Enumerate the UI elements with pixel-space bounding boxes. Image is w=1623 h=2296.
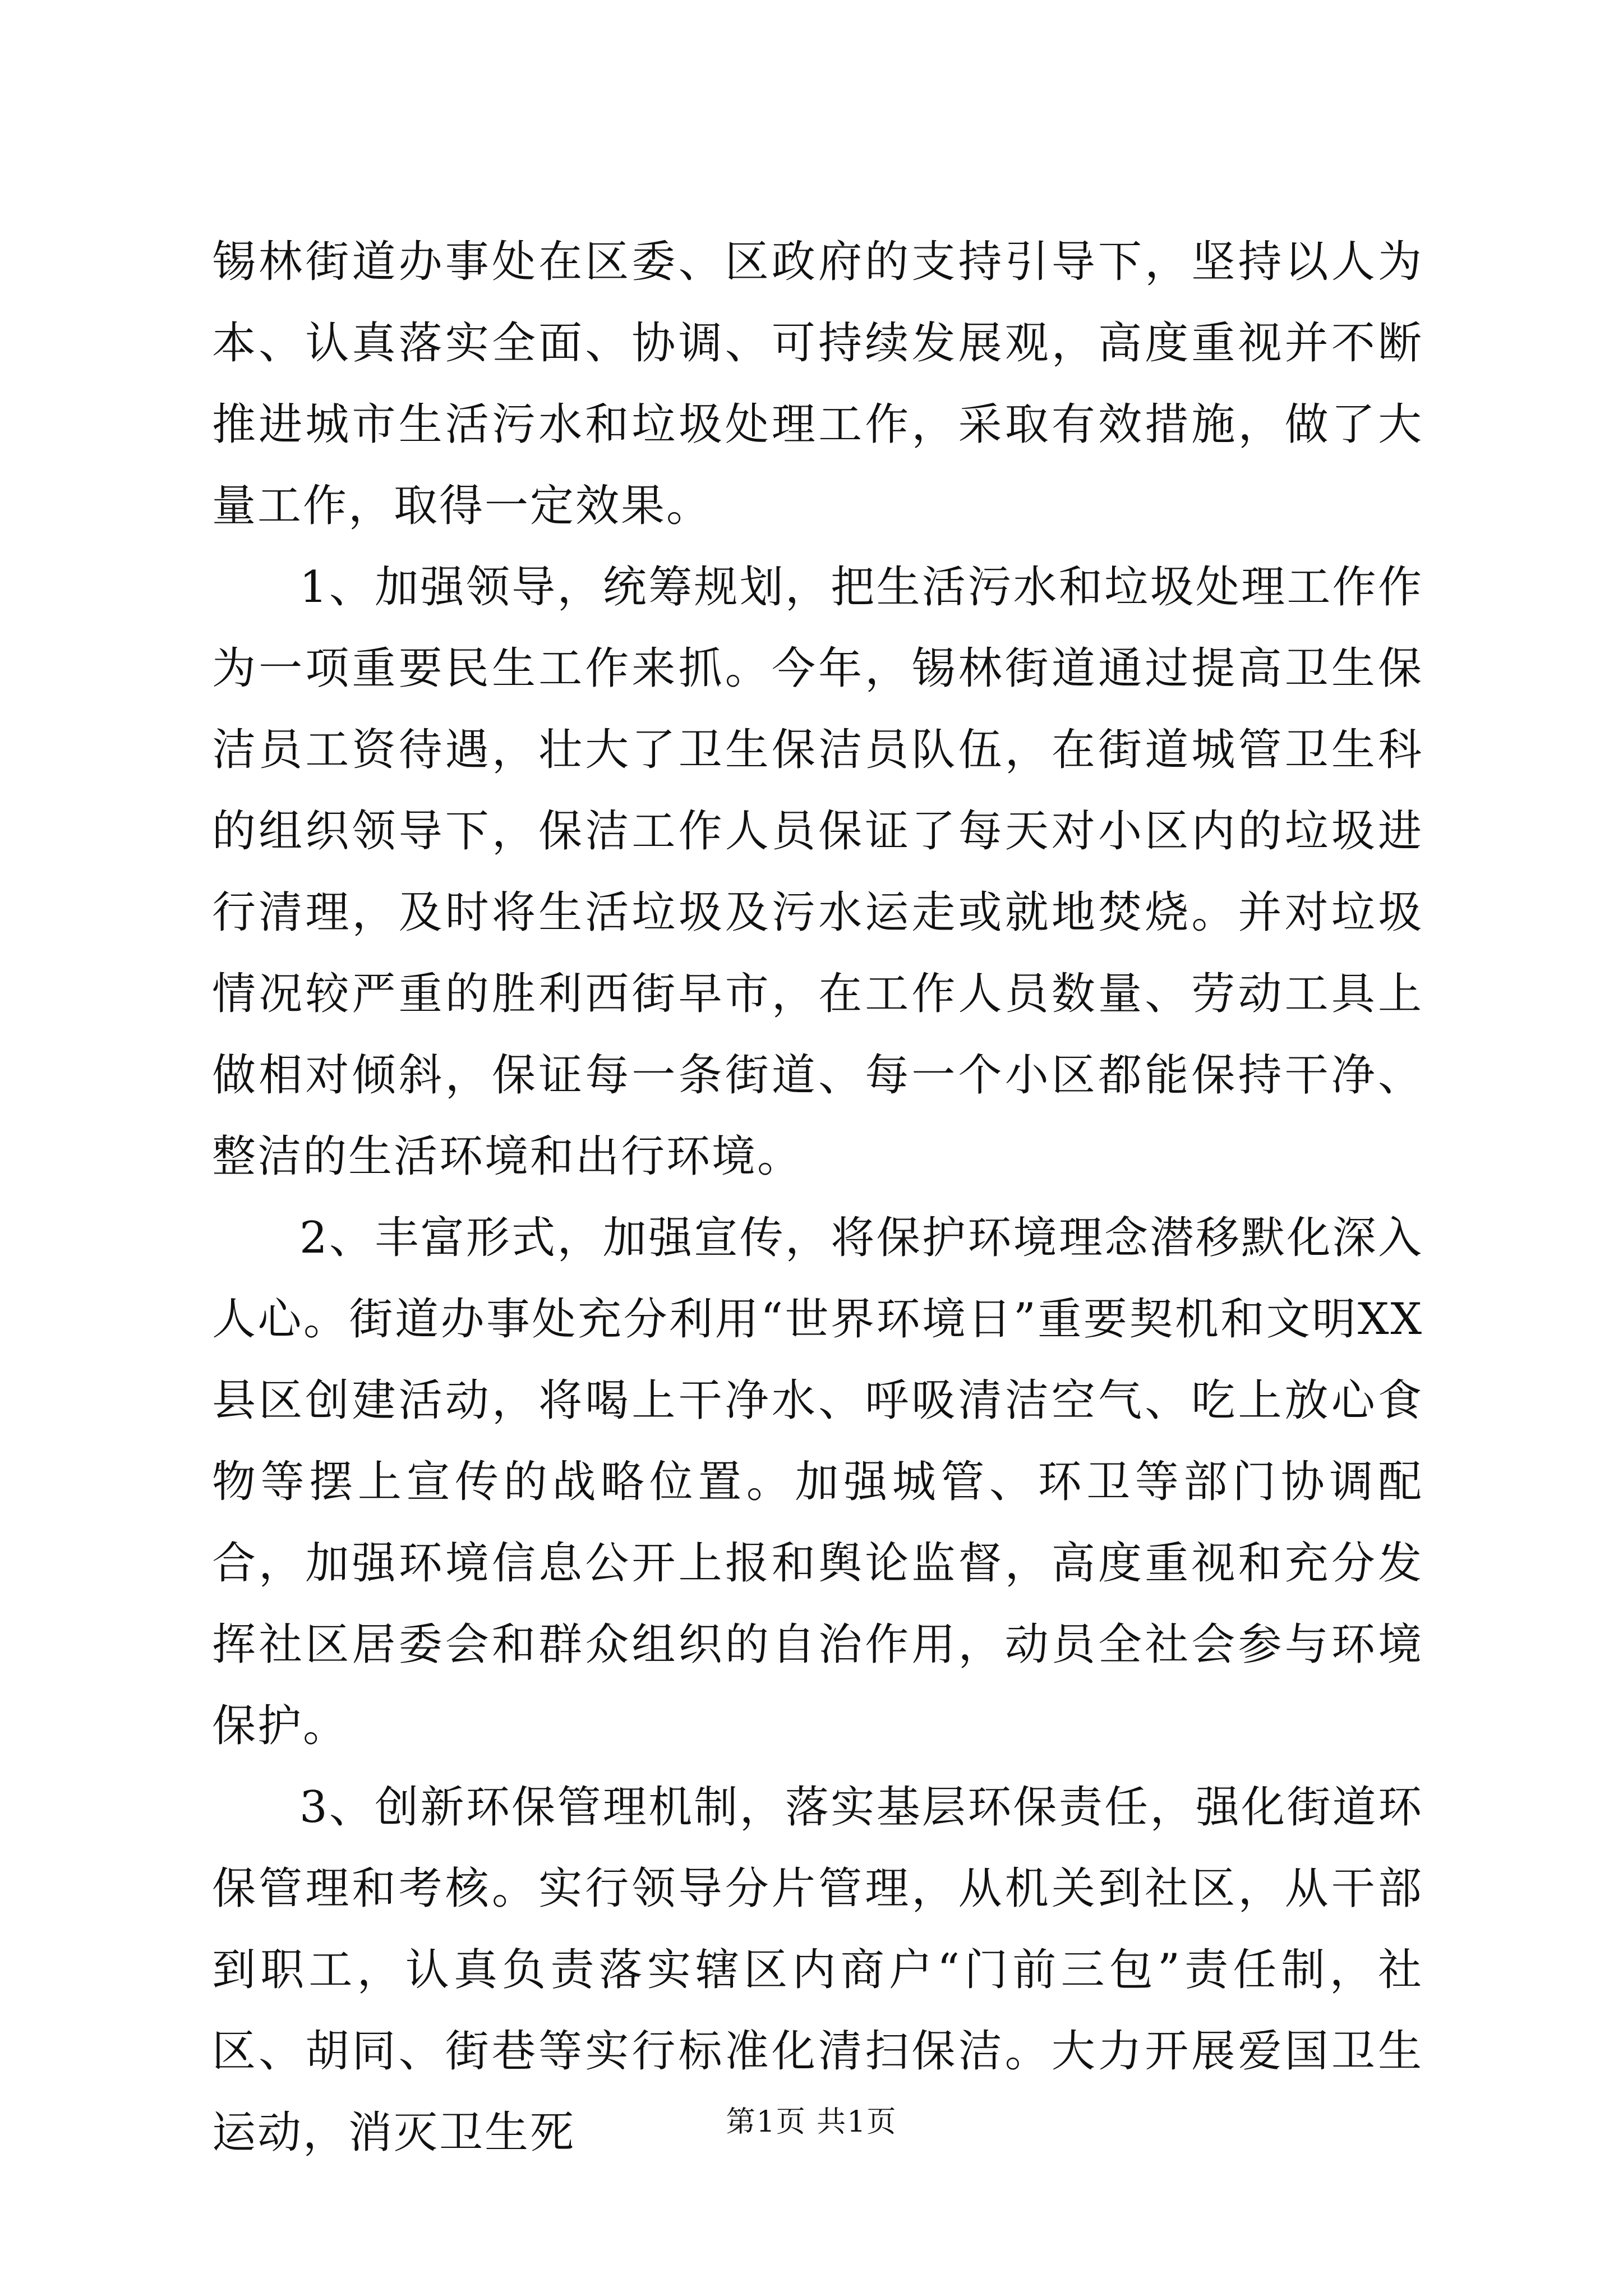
- paragraph-item-1: 1、加强领导，统筹规划，把生活污水和垃圾处理工作作为一项重要民生工作来抓。今年，锡林街道通过提高卫生保洁员工资待遇，壮大了卫生保洁员队伍，在街道城管卫生科的组织领导下，保洁工作人员保证了每天对小区内的垃圾进行清理，及时将生活垃圾及污水运走或就地焚烧。并对垃圾情况较严重的胜利西街早市，在工作人员数量、劳动工具上做相对倾斜，保证每一条街道、每一个小区都能保持干净、整洁的生活环境和出行环境。: [212, 562, 1423, 1182]
- page-footer: 第1页 共1页: [726, 2105, 897, 2139]
- document-body: [212, 222, 1423, 2174]
- paragraph-item-2: 2、丰富形式，加强宣传，将保护环境理念潜移默化深入人心。街道办事处充分利用“世界环境日”重要契机和文明XX县区创建活动，将喝上干净水、呼吸清洁空气、吃上放心食物等摆上宣传的战略位置。加强城管、环卫等部门协调配合，加强环境信息公开上报和舆论监督，高度重视和充分发挥社区居委会和群众组织的自治作用，动员全社会参与环境保护。: [212, 1213, 1423, 1751]
- paragraph-intro: 锡林街道办事处在区委、区政府的支持引导下，坚持以人为本、认真落实全面、协调、可持续发展观，高度重视并不断推进城市生活污水和垃圾处理工作，采取有效措施，做了大量工作，取得一定效果。: [212, 237, 1423, 531]
- paragraph-item-3: 3、创新环保管理机制，落实基层环保责任，强化街道环保管理和考核。实行领导分片管理，从机关到社区，从干部到职工，认真负责落实辖区内商户“门前三包”责任制，社区、胡同、街巷等实行标准化清扫保洁。大力开展爱国卫生运动，消灭卫生死: [212, 1782, 1423, 2158]
